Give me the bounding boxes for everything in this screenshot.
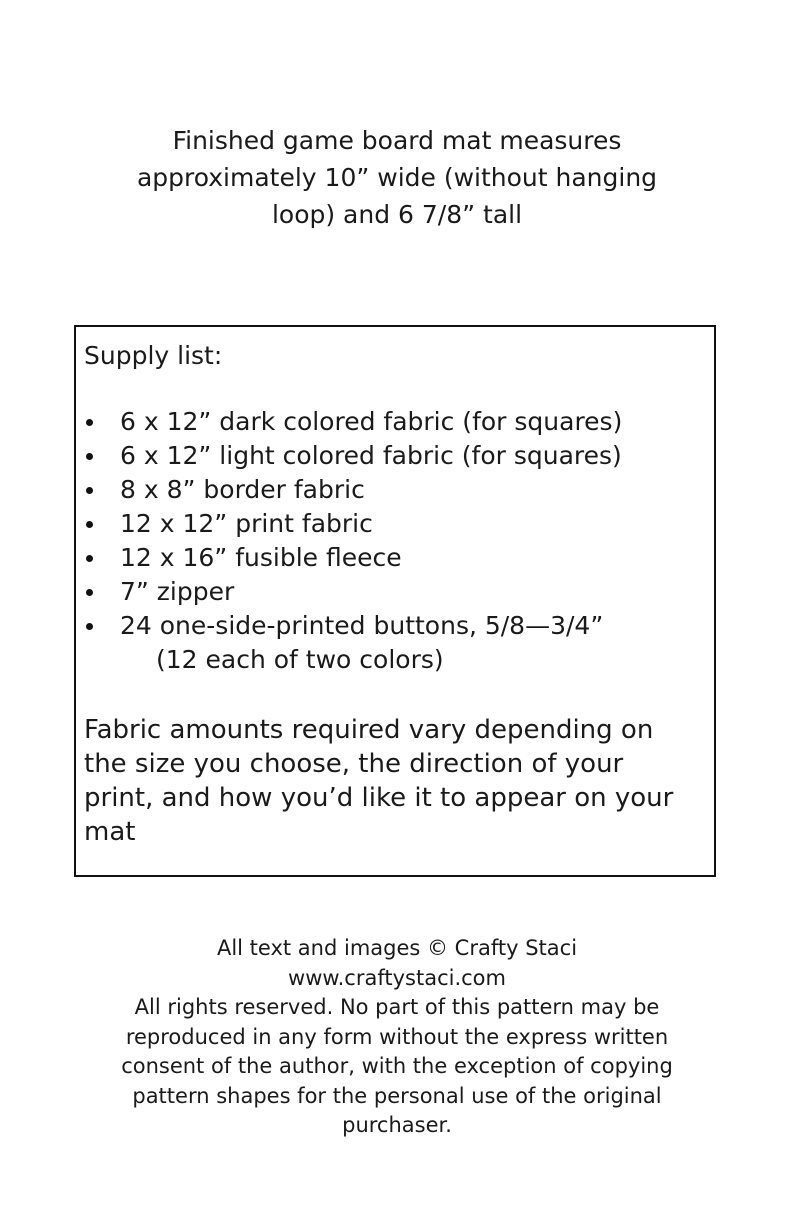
footer-line: purchaser. bbox=[342, 1113, 452, 1137]
list-item-subtext: (12 each of two colors) bbox=[156, 645, 444, 674]
list-item bbox=[76, 507, 622, 541]
footer-line: All text and images © Crafty Staci bbox=[216, 936, 578, 960]
bullet-icon bbox=[86, 555, 93, 562]
footer-line: consent of the author, with the exception of copying bbox=[121, 1054, 673, 1078]
list-item-text: 24 one-side-printed buttons, 5/8—3/4” bbox=[120, 611, 604, 640]
copyright-footer bbox=[0, 934, 794, 1141]
list-item bbox=[76, 609, 622, 677]
intro-line: approximately 10” wide (without hanging bbox=[136, 163, 658, 192]
list-item bbox=[76, 405, 622, 439]
footer-line: pattern shapes for the personal use of the original bbox=[132, 1083, 662, 1108]
bullet-icon bbox=[86, 419, 93, 426]
list-item-text: 7” zipper bbox=[120, 577, 235, 606]
list-item bbox=[76, 575, 622, 609]
note-line: the size you choose, the direction of your bbox=[84, 749, 624, 779]
supply-list bbox=[76, 405, 622, 677]
list-item-text: 6 x 12” dark colored fabric (for squares) bbox=[120, 407, 623, 436]
supply-list-heading: Supply list: bbox=[84, 341, 223, 370]
note-line: print, and how you’d like it to appear on your bbox=[84, 783, 674, 813]
note-line: Fabric amounts required vary depending on bbox=[84, 715, 654, 745]
bullet-icon bbox=[86, 589, 93, 596]
bullet-icon bbox=[86, 487, 93, 494]
note-line: mat bbox=[84, 817, 136, 847]
intro-line: Finished game board mat measures bbox=[172, 126, 622, 155]
list-item-text: 12 x 16” fusible fleece bbox=[120, 543, 402, 572]
footer-line: reproduced in any form without the express written bbox=[125, 1024, 669, 1049]
footer-url: www.craftystaci.com bbox=[288, 965, 506, 990]
bullet-icon bbox=[86, 521, 93, 528]
list-item-text: 8 x 8” border fabric bbox=[120, 475, 365, 504]
list-item bbox=[76, 473, 622, 507]
bullet-icon bbox=[86, 453, 93, 460]
fabric-note bbox=[84, 713, 714, 849]
intro-line: loop) and 6 7/8” tall bbox=[271, 200, 523, 229]
supply-list-box bbox=[74, 325, 716, 877]
list-item-text: 12 x 12” print fabric bbox=[120, 509, 373, 538]
list-item bbox=[76, 439, 622, 473]
bullet-icon bbox=[86, 623, 93, 630]
footer-line: All rights reserved. No part of this pattern may be bbox=[134, 995, 660, 1019]
intro-text bbox=[0, 122, 794, 233]
list-item-text: 6 x 12” light colored fabric (for squares) bbox=[120, 441, 622, 470]
list-item bbox=[76, 541, 622, 575]
